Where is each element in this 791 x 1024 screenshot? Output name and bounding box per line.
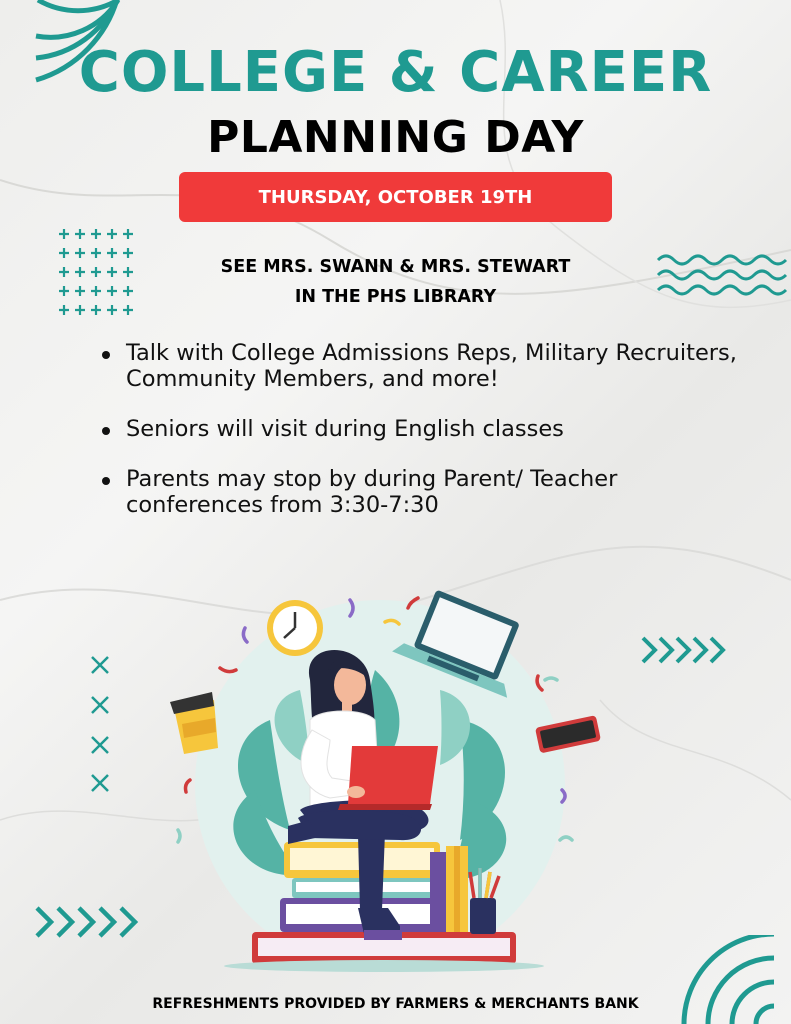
- bullet-text: Parents may stop by during Parent/ Teacher conferences from 3:30-7:30: [126, 466, 618, 518]
- bullet-item: [98, 416, 738, 442]
- page-title: COLLEGE & CAREER: [78, 40, 713, 105]
- info-bullet-list: [98, 340, 738, 542]
- location-text: [0, 252, 791, 312]
- bullet-dot-icon: [102, 477, 110, 485]
- bullet-text: Seniors will visit during English classes: [126, 416, 564, 442]
- location-line-1: SEE MRS. SWANN & MRS. STEWART: [220, 257, 571, 277]
- chevrons-left-decoration: [34, 904, 149, 940]
- bullet-text: Talk with College Admissions Reps, Military Recruiters, Community Members, and more!: [126, 340, 737, 392]
- page-subtitle: PLANNING DAY: [207, 112, 584, 163]
- footer-sponsor-text: REFRESHMENTS PROVIDED BY FARMERS & MERCHANTS BANK: [152, 996, 639, 1012]
- bullet-item: [98, 340, 738, 392]
- date-banner: [179, 172, 612, 222]
- location-line-2: IN THE PHS LIBRARY: [294, 287, 497, 307]
- bullet-dot-icon: [102, 351, 110, 359]
- bullet-item: [98, 466, 738, 518]
- date-text: THURSDAY, OCTOBER 19TH: [258, 186, 533, 208]
- chevrons-right-decoration: [640, 634, 732, 666]
- student-studying-illustration: [160, 580, 610, 975]
- x-marks-decoration: [90, 655, 112, 795]
- bullet-dot-icon: [102, 427, 110, 435]
